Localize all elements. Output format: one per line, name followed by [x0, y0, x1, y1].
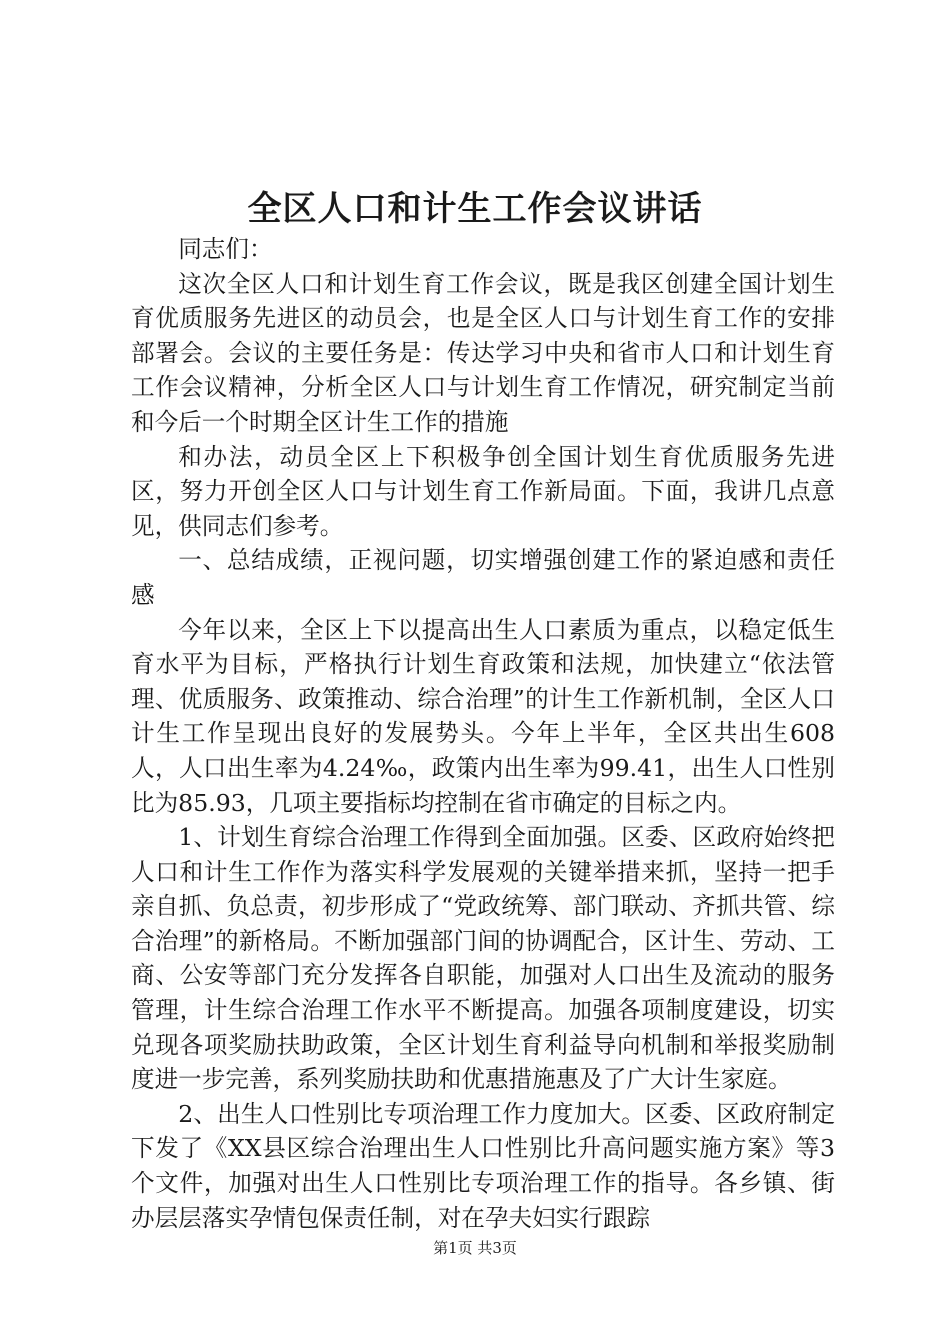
salutation-paragraph: 同志们：: [178, 235, 273, 263]
body-paragraph: 2、出生人口性别比专项治理工作力度加大。区委、区政府制定下发了《XX县区综合治理出生人口性别比升高问题实施方案》等3个文件，加强对出生人口性别比专项治理工作的指导。各乡镇、街办层层落实孕情包保责任制，对在孕夫妇实行跟踪: [131, 1099, 835, 1232]
section-heading: 一、总结成绩，正视问题，切实增强创建工作的紧迫感和责任感: [131, 546, 835, 609]
document-title: 全区人口和计生工作会议讲话: [247, 189, 703, 229]
body-paragraph: 今年以来，全区上下以提高出生人口素质为重点，以稳定低生育水平为目标，严格执行计划生育政策和法规，加快建立“依法管理、优质服务、政策推动、综合治理”的计生工作新机制，全区人口计生工作呈现出良好的发展势头。今年上半年，全区共出生608人，人口出生率为4.24‰，政策内出生率为99.41，出生人口性别比为85.93，几项主要指标均控制在省市确定的目标之内。: [131, 615, 835, 817]
body-paragraph: 1、计划生育综合治理工作得到全面加强。区委、区政府始终把人口和计生工作作为落实科学发展观的关键举措来抓，坚持一把手亲自抓、负总责，初步形成了“党政统筹、部门联动、齐抓共管、综合治理”的新格局。不断加强部门间的协调配合，区计生、劳动、工商、公安等部门充分发挥各自职能，加强对人口出生及流动的服务管理，计生综合治理工作水平不断提高。加强各项制度建设，切实兑现各项奖励扶助政策，全区计划生育利益导向机制和举报奖励制度进一步完善，系列奖励扶助和优惠措施惠及了广大计生家庭。: [131, 823, 835, 1094]
page-number-footer: 第1页 共3页: [433, 1239, 517, 1257]
document-body: [131, 232, 835, 1235]
body-paragraph: 这次全区人口和计划生育工作会议，既是我区创建全国计划生育优质服务先进区的动员会，也是全区人口与计划生育工作的安排部署会。会议的主要任务是：传达学习中央和省市人口和计划生育工作会议精神，分析全区人口与计划生育工作情况，研究制定当前和今后一个时期全区计生工作的措施: [131, 269, 835, 436]
body-paragraph: 和办法，动员全区上下积极争创全国计划生育优质服务先进区，努力开创全区人口与计划生育工作新局面。下面，我讲几点意见，供同志们参考。: [131, 442, 835, 540]
